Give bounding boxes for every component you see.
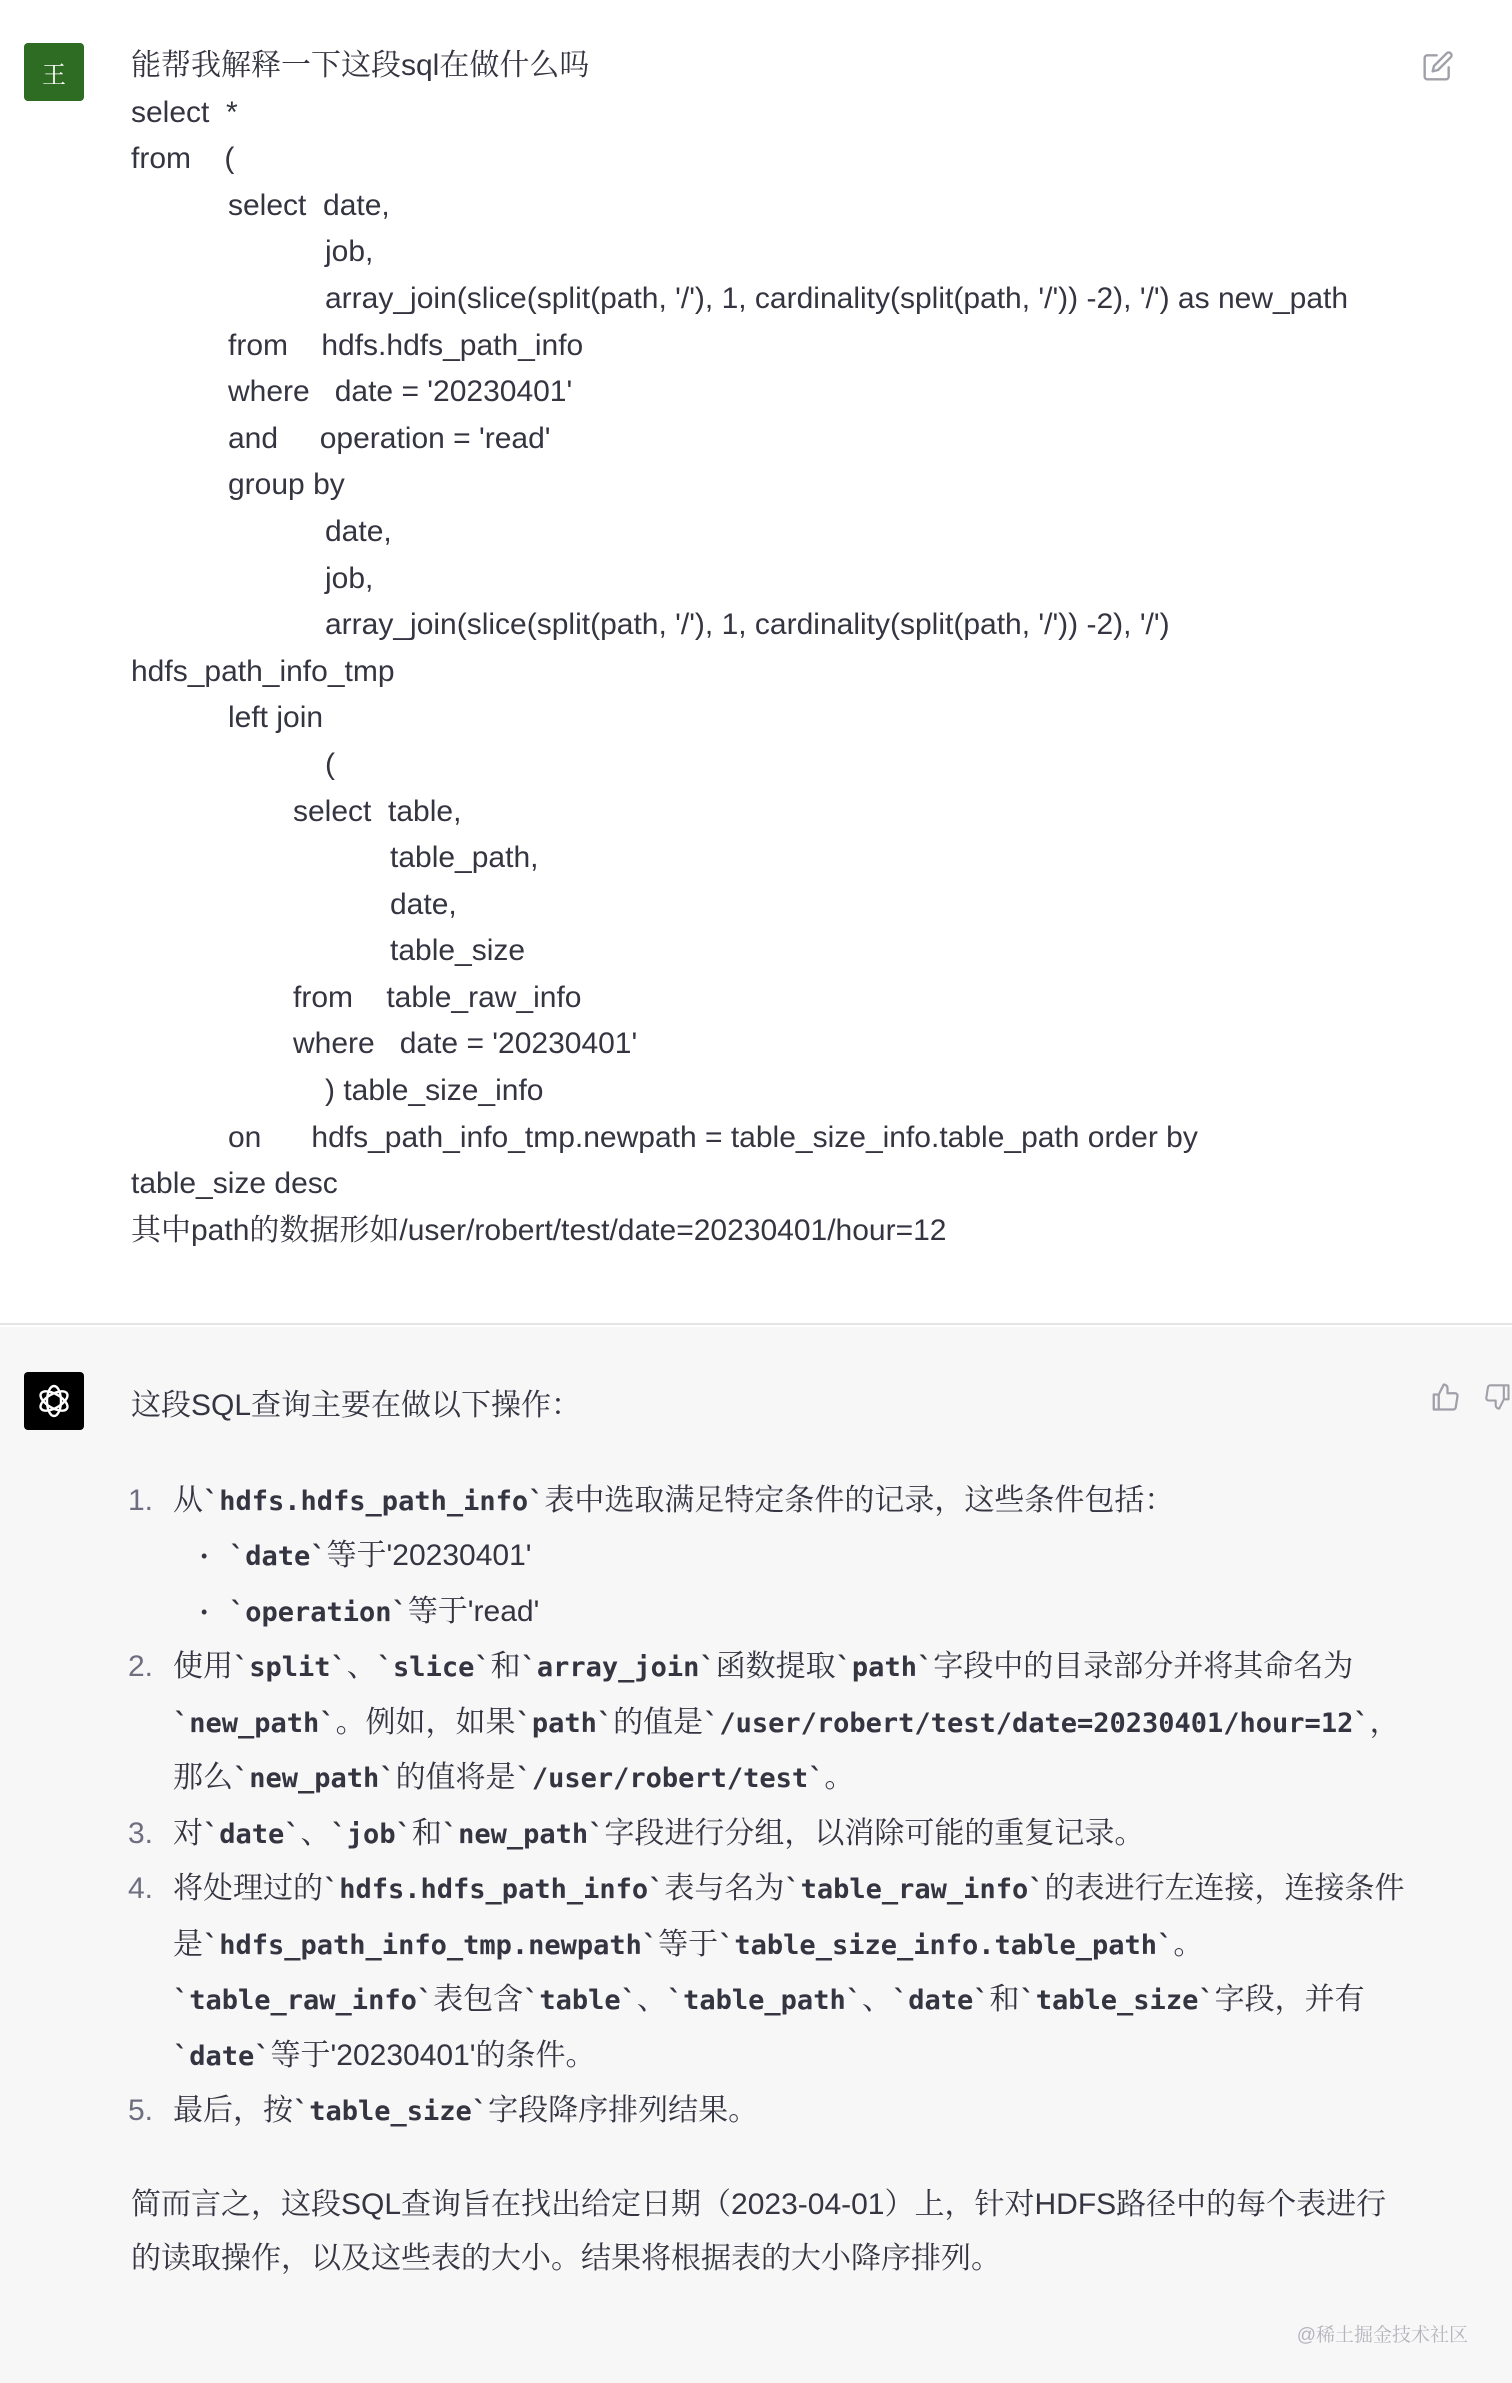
inline-code: `array_join`	[520, 1652, 716, 1683]
inline-code: `table_raw_info`	[784, 1874, 1045, 1905]
inline-code: `hdfs_path_info_tmp.newpath`	[203, 1929, 659, 1961]
message-line: select date,	[228, 188, 390, 222]
sub-list-item: • `operation`等于'read'	[189, 1585, 1411, 1641]
operations-list	[128, 1474, 1411, 2140]
inline-code: `new_path`	[441, 1818, 605, 1850]
sub-list	[173, 1529, 1411, 1640]
inline-code: `split`	[233, 1652, 347, 1683]
message-line: on hdfs_path_info_tmp.newpath = table_size_info.table_path order by	[228, 1120, 1198, 1154]
inline-code: `slice`	[376, 1652, 491, 1683]
inline-code: `job`	[330, 1818, 412, 1850]
inline-code: `hdfs.hdfs_path_info`	[323, 1874, 665, 1905]
watermark: @稀土掘金技术社区	[1296, 2325, 1468, 2346]
inline-code: `new_path`	[173, 1707, 336, 1739]
list-item-text: 从`hdfs.hdfs_path_info`表中选取满足特定条件的记录，这些条件包括：	[173, 1483, 1175, 1517]
list-item	[128, 1807, 1411, 1863]
inline-code: `path`	[515, 1707, 614, 1739]
list-item	[128, 1474, 1411, 1641]
assistant-intro: 这段SQL查询主要在做以下操作：	[131, 1389, 582, 1422]
message-line: date,	[325, 514, 392, 548]
message-line: job,	[325, 235, 374, 269]
inline-code: `date`	[229, 1541, 327, 1572]
inline-code: `/user/robert/test`	[515, 1763, 825, 1794]
message-line: array_join(slice(split(path, '/'), 1, cardinality(split(path, '/')) -2), '/')	[325, 608, 1170, 642]
chatgpt-logo-icon	[24, 1372, 84, 1430]
list-item	[128, 2084, 1411, 2140]
list-item-text: 将处理过的`hdfs.hdfs_path_info`表与名为`table_raw_info`的表进行左连接，连接条件是`hdfs_path_info_tmp.newpath`等于`table_size_info.table_path`。`table_raw_info`表包含`table`、`table_path`、`date`和`table_size`字段，并有`date`等于'20230401'的条件。	[173, 1872, 1405, 2072]
list-item-text: 最后，按`table_size`字段降序排列结果。	[173, 2094, 759, 2127]
list-item-text: 对`date`、`job`和`new_path`字段进行分组，以消除可能的重复记录。	[173, 1816, 1145, 1850]
message-line: 能帮我解释一下这段sql在做什么吗	[131, 49, 590, 82]
list-number: 4.	[128, 1872, 154, 1905]
inline-code: `/user/robert/test/date=20230401/hour=12`	[703, 1707, 1370, 1739]
inline-code: `operation`	[229, 1596, 408, 1628]
assistant-summary: 简而言之，这段SQL查询旨在找出给定日期（2023-04-01）上，针对HDFS路径中的每个表进行的读取操作，以及这些表的大小。结果将根据表的大小降序排列。	[131, 2187, 1387, 2275]
list-number: 3.	[128, 1816, 154, 1850]
inline-code: `table_size`	[293, 2096, 489, 2127]
inline-code: `table_path`	[666, 1985, 862, 2016]
list-item-text: 使用`split`、`slice`和`array_join`函数提取`path`字段中的目录部分并将其命名为`new_path`。例如，如果`path`的值是`/user/robert/test/date=20230401/hour=12`，那么`new_path`的值将是`/user/robert/test`。	[173, 1650, 1400, 1794]
list-item	[128, 1640, 1411, 1807]
inline-code: `table_raw_info`	[173, 1985, 434, 2016]
inline-code: `new_path`	[233, 1763, 396, 1794]
edit-icon[interactable]	[1422, 50, 1454, 82]
message-line: from (	[131, 142, 235, 176]
message-line: table_size	[390, 934, 526, 968]
message-line: 其中path的数据形如/user/robert/test/date=20230401/hour=12	[131, 1213, 947, 1247]
list-number: 1.	[128, 1483, 154, 1517]
inline-code: `hdfs.hdfs_path_info`	[203, 1485, 545, 1517]
message-line: hdfs_path_info_tmp	[131, 654, 395, 688]
message-line: table_path,	[390, 841, 539, 875]
list-item	[128, 1862, 1411, 2084]
assistant-message	[0, 1327, 1512, 2383]
message-line: job,	[325, 561, 374, 595]
message-line: ) table_size_info	[325, 1074, 544, 1108]
sub-list-item: • `date`等于'20230401'	[189, 1529, 1411, 1585]
message-line: where date = '20230401'	[228, 375, 573, 409]
user-message-text	[131, 43, 1348, 1254]
message-line: (	[325, 747, 335, 781]
thumbs-down-icon[interactable]	[1484, 1382, 1512, 1412]
message-line: group by	[228, 468, 345, 502]
inline-code: `date`	[173, 2040, 271, 2072]
message-line: from hdfs.hdfs_path_info	[228, 328, 584, 362]
list-number: 2.	[128, 1650, 154, 1683]
thumbs-up-icon[interactable]	[1430, 1382, 1460, 1412]
inline-code: `table`	[523, 1985, 637, 2016]
message-line: array_join(slice(split(path, '/'), 1, cardinality(split(path, '/')) -2), '/') as new_path	[325, 281, 1349, 315]
message-line: from table_raw_info	[293, 980, 582, 1014]
message-line: where date = '20230401'	[293, 1027, 638, 1061]
inline-code: `path`	[835, 1652, 934, 1683]
inline-code: `date`	[891, 1985, 990, 2016]
message-line: date,	[390, 887, 457, 921]
message-line: select *	[131, 95, 238, 129]
message-line: left join	[228, 701, 324, 735]
user-avatar: 王	[24, 43, 84, 101]
message-line: select table,	[293, 794, 462, 828]
inline-code: `table_size`	[1019, 1985, 1215, 2016]
inline-code: `date`	[203, 1818, 301, 1850]
message-line: table_size desc	[131, 1167, 338, 1201]
list-number: 5.	[128, 2094, 154, 2127]
inline-code: `table_size_info.table_path`	[718, 1929, 1174, 1961]
message-line: and operation = 'read'	[228, 421, 551, 455]
